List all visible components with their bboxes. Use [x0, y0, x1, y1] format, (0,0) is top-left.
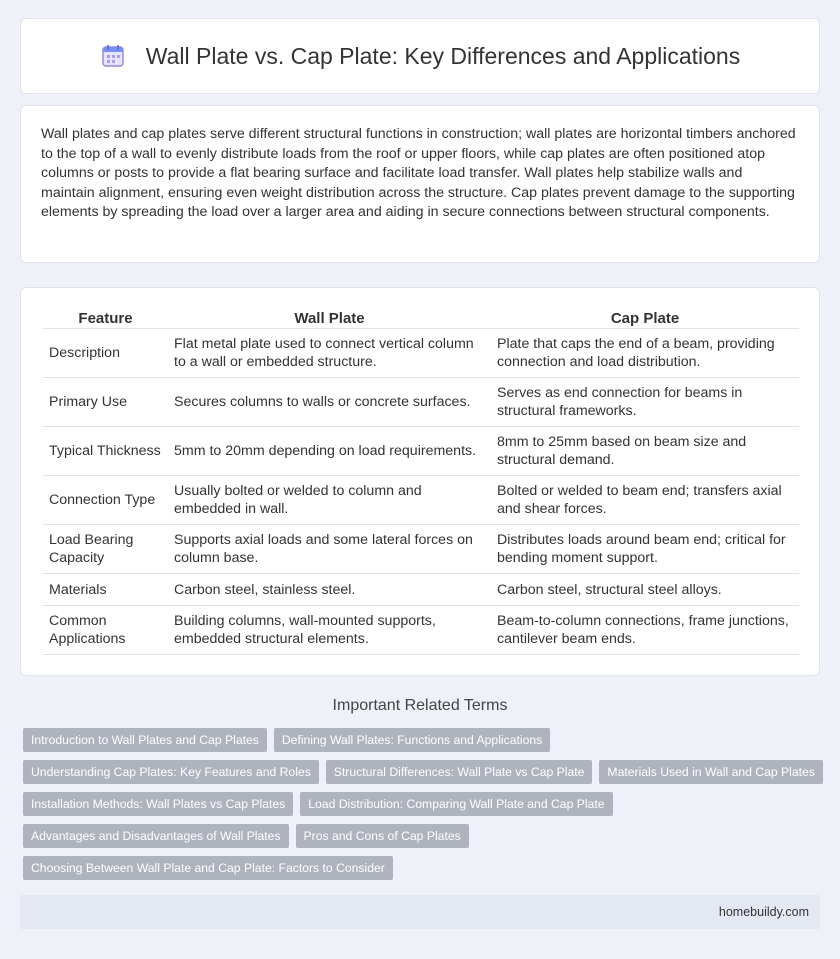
row-wall-plate: Carbon steel, stainless steel.	[168, 574, 491, 606]
row-feature: Typical Thickness	[43, 427, 168, 476]
table-row	[43, 378, 799, 427]
row-wall-plate: Supports axial loads and some lateral forces on column base.	[168, 525, 491, 574]
row-cap-plate: Beam-to-column connections, frame junctions, cantilever beam ends.	[491, 606, 799, 655]
comparison-table	[43, 305, 799, 655]
related-term-tag[interactable]: Structural Differences: Wall Plate vs Cap Plate	[326, 760, 593, 784]
table-row	[43, 525, 799, 574]
footer-site-link[interactable]: homebuildy.com	[718, 905, 809, 919]
page-title	[100, 43, 740, 70]
row-cap-plate: Carbon steel, structural steel alloys.	[491, 574, 799, 606]
row-wall-plate: Building columns, wall-mounted supports, embedded structural elements.	[168, 606, 491, 655]
row-feature: Common Applications	[43, 606, 168, 655]
row-feature: Description	[43, 329, 168, 378]
related-term-tag[interactable]: Understanding Cap Plates: Key Features and Roles	[23, 760, 319, 784]
related-term-tag[interactable]: Materials Used in Wall and Cap Plates	[599, 760, 823, 784]
related-term-tag[interactable]: Introduction to Wall Plates and Cap Plates	[23, 728, 267, 752]
calendar-icon	[100, 43, 126, 69]
related-term-tag[interactable]: Installation Methods: Wall Plates vs Cap Plates	[23, 792, 293, 816]
footer	[20, 895, 820, 929]
table-row	[43, 574, 799, 606]
row-feature: Connection Type	[43, 476, 168, 525]
related-term-tag[interactable]: Pros and Cons of Cap Plates	[296, 824, 469, 848]
related-term-tag[interactable]: Choosing Between Wall Plate and Cap Plate: Factors to Consider	[23, 856, 393, 880]
row-wall-plate: 5mm to 20mm depending on load requirements.	[168, 427, 491, 476]
related-term-tag[interactable]: Defining Wall Plates: Functions and Applications	[274, 728, 550, 752]
related-term-tag[interactable]: Advantages and Disadvantages of Wall Plates	[23, 824, 289, 848]
table-row	[43, 427, 799, 476]
table-row	[43, 606, 799, 655]
intro-card	[20, 105, 820, 263]
row-cap-plate: Distributes loads around beam end; critical for bending moment support.	[491, 525, 799, 574]
comparison-table-card	[20, 287, 820, 676]
header-feature: Feature	[43, 305, 168, 329]
row-cap-plate: Serves as end connection for beams in structural frameworks.	[491, 378, 799, 427]
related-terms-tags	[23, 728, 823, 888]
header-wall-plate: Wall Plate	[168, 305, 491, 329]
intro-text: Wall plates and cap plates serve different structural functions in construction; wall plates are horizontal timbers anchored to the top of a wall to evenly distribute loads from the roof or upper floors, while cap plates are often positioned atop columns or posts to provide a flat bearing surface and facilitate load transfer. Wall plates help stabilize walls and maintain alignment, ensuring even weight distribution across the structure. Cap plates prevent damage to the supporting elements by spreading the load over a larger area and aiding in secure connections between structural components.	[41, 126, 796, 221]
row-feature: Materials	[43, 574, 168, 606]
table-row	[43, 476, 799, 525]
page-title-text: Wall Plate vs. Cap Plate: Key Differences and Applications	[145, 42, 741, 69]
header-cap-plate: Cap Plate	[491, 305, 799, 329]
row-cap-plate: Bolted or welded to beam end; transfers axial and shear forces.	[491, 476, 799, 525]
row-wall-plate: Usually bolted or welded to column and embedded in wall.	[168, 476, 491, 525]
table-header-row	[43, 305, 799, 329]
row-feature: Primary Use	[43, 378, 168, 427]
row-wall-plate: Secures columns to walls or concrete surfaces.	[168, 378, 491, 427]
row-wall-plate: Flat metal plate used to connect vertical column to a wall or embedded structure.	[168, 329, 491, 378]
related-term-tag[interactable]: Load Distribution: Comparing Wall Plate and Cap Plate	[300, 792, 612, 816]
row-feature: Load Bearing Capacity	[43, 525, 168, 574]
row-cap-plate: Plate that caps the end of a beam, providing connection and load distribution.	[491, 329, 799, 378]
row-cap-plate: 8mm to 25mm based on beam size and structural demand.	[491, 427, 799, 476]
table-row	[43, 329, 799, 378]
title-card	[20, 18, 820, 94]
related-terms-title: Important Related Terms	[332, 697, 508, 714]
